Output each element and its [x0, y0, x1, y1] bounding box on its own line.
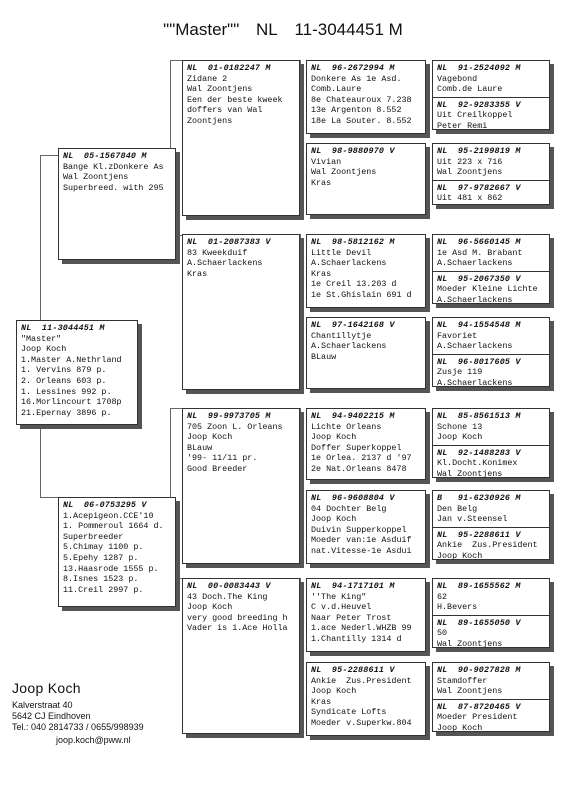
info-line: Wal Zoontjens [437, 167, 503, 178]
breeder-address [12, 700, 144, 733]
connector-line [300, 578, 301, 662]
info-line: A.Schaerlackens [311, 341, 387, 352]
info-line: Uit 481 x 862 [437, 193, 503, 204]
ring-number: NL 96-8017605 V [437, 356, 521, 367]
info-line: Joop Koch [21, 344, 67, 355]
great-grandparent-card [306, 578, 426, 652]
ring-number: NL 00-0083443 V [187, 581, 271, 591]
ring-number: NL 92-1488283 V [437, 447, 521, 458]
ancestor-pair-card [432, 317, 550, 387]
ring-number: NL 90-9027828 M [437, 665, 521, 675]
info-line: very good breeding h [187, 612, 288, 623]
info-line: Ankie Zus.President [311, 675, 412, 686]
info-line: 1.ace Nederl.WHZB 99 [311, 623, 412, 634]
info-line: A.Schaerlackens [437, 341, 513, 352]
info-line: 8e Chateauroux 7.238 [311, 94, 412, 105]
ancestor-pair-card [432, 234, 550, 304]
info-line: 1e Creil 13.203 d [311, 279, 397, 290]
info-line: Comb.de Laure [437, 84, 503, 95]
ring-number: NL 98-9880970 V [311, 146, 395, 156]
ancestor-dam-section [433, 180, 549, 204]
info-line: Wal Zoontjens [437, 638, 503, 648]
info-line: Duivin Supperkoppel [311, 524, 407, 535]
ancestor-dam-section [433, 527, 549, 560]
info-line: Uit Creilkoppel [437, 110, 513, 121]
info-line: Vivian [311, 156, 342, 167]
info-line: Kras [187, 268, 208, 279]
ancestor-pair-card [432, 408, 550, 478]
info-line: Naar Peter Trost [311, 612, 392, 623]
connector-line [300, 408, 301, 490]
ring-number: NL 95-2067350 V [437, 273, 521, 284]
info-line: Joop Koch [311, 514, 357, 525]
connector-line [300, 234, 301, 318]
info-line: BLauw [187, 442, 213, 453]
connector-line [170, 408, 182, 409]
info-line: Kl.Docht.Konimex [437, 458, 518, 469]
ancestor-dam-section [433, 615, 549, 648]
great-grandparent-card [306, 408, 426, 480]
info-line: Superbreed. with 295 [63, 182, 164, 193]
info-line: Doffer Superkoppel [311, 442, 402, 453]
subject-pigeon-card [16, 320, 138, 425]
great-grandparent-card [306, 490, 426, 564]
ancestor-pair-card [432, 143, 550, 205]
ring-number: NL 87-8720465 V [437, 701, 521, 712]
ring-number: 11-3044451 M [294, 20, 403, 39]
info-line: Moeder Kleine Lichte [437, 284, 538, 295]
ring-number: NL 01-2087383 V [187, 237, 271, 247]
connector-line [300, 60, 301, 144]
info-line: Syndicate Lofts [311, 707, 387, 718]
ring-number: NL 96-9608804 V [311, 493, 395, 503]
great-grandparent-card [306, 662, 426, 736]
info-line: 5.Chimay 1100 p. [63, 542, 144, 553]
info-line: A.Schaerlackens [437, 258, 513, 269]
ring-number: NL 99-9973705 M [187, 411, 271, 421]
grandparent-card [182, 578, 300, 734]
info-line: Zoontjens [187, 115, 233, 126]
dam-card [58, 497, 176, 607]
ring-number: NL 94-9402215 M [311, 411, 395, 421]
city-line: 5642 CJ Eindhoven [12, 711, 91, 721]
pigeon-name: ""Master"" [163, 20, 240, 39]
info-line: Joop Koch [437, 432, 483, 443]
info-line: Good Breeder [187, 463, 248, 474]
info-line: 16.Morlincourt 1708p [21, 397, 122, 408]
breeder-contact [12, 680, 144, 745]
ancestor-pair-card [432, 578, 550, 648]
info-line: Wal Zoontjens [311, 167, 377, 178]
info-line: Schone 13 [437, 421, 483, 432]
ring-number: NL 97-9782667 V [437, 182, 521, 193]
ring-number: NL 92-9283355 V [437, 99, 521, 110]
ancestor-dam-section [433, 445, 549, 478]
info-line: A.Schaerlackens [311, 258, 387, 269]
info-line: Jan v.Steensel [437, 514, 508, 525]
grandparent-card [182, 60, 300, 216]
info-line: Wal Zoontjens [63, 172, 129, 183]
ring-number: NL 11-3044451 M [21, 323, 105, 333]
info-line: '99- 11/11 pr. [187, 453, 258, 464]
info-line: Joop Koch [187, 602, 233, 613]
info-line: Kras [311, 696, 332, 707]
info-line: 62 [437, 591, 448, 602]
info-line: Comb.Laure [311, 84, 362, 95]
ring-number: NL 94-1717101 M [311, 581, 395, 591]
info-line: Moeder van:1e Asduif [311, 535, 412, 546]
connector-line [40, 497, 58, 498]
street-line: Kalverstraat 40 [12, 700, 73, 710]
ring-number: NL 94-1554548 M [437, 320, 521, 330]
connector-line [40, 155, 41, 320]
info-line: Den Belg [437, 503, 478, 514]
info-line: 705 Zoon L. Orleans [187, 421, 283, 432]
info-line: Donkere As 1e Asd. [311, 73, 402, 84]
connector-line [170, 60, 182, 61]
info-line: Wal Zoontjens [187, 84, 253, 95]
info-line: 43 Doch.The King [187, 591, 268, 602]
ring-number: NL 05-1567840 M [63, 151, 147, 161]
info-line: 8.Isnes 1523 p. [63, 574, 139, 585]
great-grandparent-card [306, 143, 426, 215]
info-line: 1.Master A.Nethrland [21, 354, 122, 365]
info-line: "Master" [21, 333, 62, 344]
ring-number: NL 98-5812162 M [311, 237, 395, 247]
ring-number: NL 85-8561513 M [437, 411, 521, 421]
ring-number: NL 89-1655562 M [437, 581, 521, 591]
info-line: Uit 223 x 716 [437, 156, 503, 167]
info-line: Superbreeder [63, 531, 124, 542]
info-line: 1.Chantilly 1314 d [311, 633, 402, 644]
ring-number: NL 06-0753295 V [63, 500, 147, 510]
info-line: 11.Creil 2997 p. [63, 584, 144, 595]
info-line: Moeder v.Superkw.804 [311, 717, 412, 728]
info-line: Zidane 2 [187, 73, 228, 84]
info-line: Kras [311, 177, 332, 188]
connector-line [40, 425, 41, 497]
info-line: Peter Remi [437, 120, 488, 130]
info-line: 83 Kweekduif [187, 247, 248, 258]
info-line: Vader is 1.Ace Holla [187, 623, 288, 634]
ring-number: NL 97-1642168 V [311, 320, 395, 330]
info-line: Moeder President [437, 712, 518, 723]
info-line: Little Devil [311, 247, 372, 258]
info-line: 13e Argenton 8.552 [311, 105, 402, 116]
info-line: BLauw [311, 351, 337, 362]
info-line: C v.d.Heuvel [311, 602, 372, 613]
ancestor-dam-section [433, 97, 549, 130]
info-line: Joop Koch [437, 550, 483, 560]
great-grandparent-card [306, 317, 426, 389]
ring-number: NL 96-5660145 M [437, 237, 521, 247]
info-line: 1. Lessines 992 p. [21, 386, 112, 397]
info-line: Favoriet [437, 330, 478, 341]
phone-line: Tel.: 040 2814733 / 0655/998939 [12, 722, 144, 732]
grandparent-card [182, 408, 300, 564]
ring-number: NL 91-2524092 M [437, 63, 521, 73]
info-line: 13.Haasrode 1555 p. [63, 563, 159, 574]
ancestor-pair-card [432, 490, 550, 560]
info-line: 50 [437, 628, 448, 639]
ring-number: NL 95-2199819 M [437, 146, 521, 156]
info-line: Bange Kl.zDonkere As [63, 161, 164, 172]
ring-number: NL 95-2288611 V [437, 529, 521, 540]
ring-number: B 91-6230926 M [437, 493, 521, 503]
info-line: H.Bevers [437, 602, 478, 613]
info-line: Stamdoffer [437, 675, 488, 686]
country-code: NL [255, 20, 278, 39]
pedigree-title [0, 20, 566, 40]
info-line: Wal Zoontjens [437, 468, 503, 478]
info-line: A.Schaerlackens [437, 377, 513, 387]
info-line: Kras [311, 268, 332, 279]
info-line: Joop Koch [187, 432, 233, 443]
info-line: 1e Orlea. 2137 d '97 [311, 453, 412, 464]
breeder-name: Joop Koch [12, 680, 81, 696]
ancestor-dam-section [433, 354, 549, 387]
ancestor-pair-card [432, 662, 550, 732]
info-line: 1. Pommeroul 1664 d. [63, 521, 164, 532]
info-line: 2e Nat.Orleans 8478 [311, 463, 407, 474]
info-line: nat.Vitesse-1e Asdui [311, 545, 412, 556]
info-line: 1. Vervins 879 p. [21, 365, 107, 376]
great-grandparent-card [306, 234, 426, 308]
info-line: Joop Koch [311, 686, 357, 697]
info-line: 04 Dochter Belg [311, 503, 387, 514]
info-line: Joop Koch [311, 432, 357, 443]
ring-number: NL 96-2672994 M [311, 63, 395, 73]
info-line: Joop Koch [437, 722, 483, 732]
ring-number: NL 01-0182247 M [187, 63, 271, 73]
info-line: doffers van Wal [187, 105, 263, 116]
ring-number: NL 89-1655050 V [437, 617, 521, 628]
connector-line [40, 155, 58, 156]
info-line: Lichte Orleans [311, 421, 382, 432]
info-line: A.Schaerlackens [437, 294, 513, 304]
info-line: Zusje 119 [437, 367, 483, 378]
ancestor-dam-section [433, 699, 549, 732]
sire-card [58, 148, 176, 260]
info-line: 18e La Souter. 8.552 [311, 115, 412, 126]
info-line: 1e Asd M. Brabant [437, 247, 523, 258]
info-line: Ankie Zus.President [437, 540, 538, 551]
info-line: Vagebond [437, 73, 478, 84]
info-line: Wal Zoontjens [437, 686, 503, 697]
info-line: A.Schaerlackens [187, 258, 263, 269]
info-line: Een der beste kweek [187, 94, 283, 105]
grandparent-card [182, 234, 300, 390]
info-line: 1.Acepigeon.CCE'10 [63, 510, 154, 521]
info-line: ''The King" [311, 591, 367, 602]
info-line: 1e St.Ghislain 691 d [311, 289, 412, 300]
info-line: 2. Orleans 603 p. [21, 375, 107, 386]
ancestor-pair-card [432, 60, 550, 130]
ancestor-dam-section [433, 271, 549, 304]
ring-number: NL 95-2288611 V [311, 665, 395, 675]
email-link[interactable]: joop.koch@pww.nl [56, 735, 131, 745]
great-grandparent-card [306, 60, 426, 134]
info-line: 21.Epernay 3896 p. [21, 407, 112, 418]
info-line: 5.Epehy 1287 p. [63, 552, 139, 563]
info-line: Chantillytje [311, 330, 372, 341]
